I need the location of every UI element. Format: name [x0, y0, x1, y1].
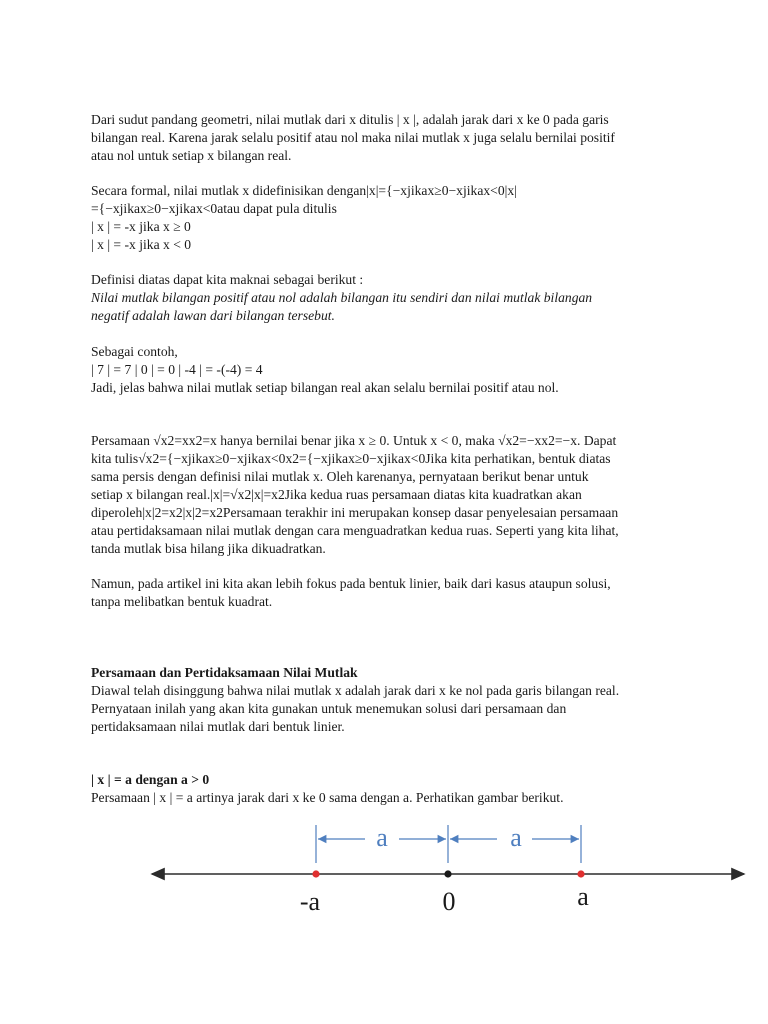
paragraph-line: sama persis dengan definisi nilai mutlak x. Oleh karenanya, pernyataan berikut benar untuk: [91, 469, 589, 484]
paragraph-line: Namun, pada artikel ini kita akan lebih fokus pada bentuk linier, baik dari kasus ataupun solusi,: [91, 576, 611, 591]
paragraph-line: Persamaan √x2=xx2=x hanya bernilai benar jika x ≥ 0. Untuk x < 0, maka √x2=−xx2=−x. Dapat: [91, 433, 617, 448]
paragraph-line: Diawal telah disinggung bahwa nilai mutlak x adalah jarak dari x ke nol pada garis bilangan real.: [91, 683, 620, 698]
subsection-heading: | x | = a dengan a > 0: [91, 772, 210, 787]
paragraph-line: Pernyataan inilah yang akan kita gunakan untuk menemukan solusi dari persamaan dan: [91, 701, 567, 716]
paragraph-line: tanpa melibatkan bentuk kuadrat.: [91, 594, 273, 609]
point-zero: [444, 870, 451, 877]
paragraph-line: ={−xjikax≥0−xjikax<0atau dapat pula ditulis: [91, 201, 337, 216]
paragraph-line: pertidaksamaan nilai mutlak dari bentuk linier.: [91, 719, 345, 734]
paragraph-line: atau pertidaksamaan nilai mutlak dengan cara menguadratkan kedua ruas. Seperti yang kita lihat,: [91, 523, 619, 538]
paragraph-line: bilangan real. Karena jarak selalu positif atau nol maka nilai mutlak x juga selalu bernilai positif: [91, 130, 615, 145]
right-distance-label: a: [510, 823, 522, 852]
section-heading: Persamaan dan Pertidaksamaan Nilai Mutlak: [91, 665, 358, 680]
label-negative-a: -a: [299, 887, 321, 916]
italic-definition-line: Nilai mutlak bilangan positif atau nol adalah bilangan itu sendiri dan nilai mutlak bilangan: [91, 290, 593, 305]
paragraph-line: Persamaan | x | = a artinya jarak dari x ke 0 sama dengan a. Perhatikan gambar berikut.: [91, 790, 564, 805]
paragraph-line: tanda mutlak bisa hilang jika dikuadratkan.: [91, 541, 326, 556]
paragraph-line: setiap x bilangan real.|x|=√x2|x|=x2Jika kedua ruas persamaan diatas kita kuadratkan akan: [91, 487, 582, 502]
left-distance-label: a: [376, 823, 388, 852]
paragraph-line: kita tulis√x2={−xjikax≥0−xjikax<0x2={−xjikax≥0−xjikax<0Jika kita perhatikan, bentuk diatas: [91, 451, 611, 466]
italic-definition-line: negatif adalah lawan dari bilangan tersebut.: [91, 308, 335, 323]
paragraph-line: Dari sudut pandang geometri, nilai mutlak dari x ditulis | x |, adalah jarak dari x ke 0 pada garis: [91, 112, 609, 127]
paragraph-line: Definisi diatas dapat kita maknai sebagai berikut :: [91, 272, 364, 287]
paragraph-line: Sebagai contoh,: [91, 344, 178, 359]
label-positive-a: a: [577, 882, 589, 911]
paragraph-line: | 7 | = 7 | 0 | = 0 | -4 | = -(-4) = 4: [91, 362, 263, 377]
number-line-figure: [0, 815, 768, 925]
paragraph-line: | x | = -x jika x ≥ 0: [91, 219, 191, 234]
label-zero: 0: [442, 887, 456, 916]
paragraph-line: Secara formal, nilai mutlak x didefinisikan dengan|x|={−xjikax≥0−xjikax<0|x|: [91, 183, 517, 198]
paragraph-line: | x | = -x jika x < 0: [91, 237, 192, 252]
number-line-svg: [0, 815, 768, 925]
paragraph-line: Jadi, jelas bahwa nilai mutlak setiap bilangan real akan selalu bernilai positif atau nol.: [91, 380, 559, 395]
paragraph-line: atau nol untuk setiap x bilangan real.: [91, 148, 292, 163]
point-positive-a: [577, 870, 584, 877]
paragraph-line: diperoleh|x|2=x2|x|2=x2Persamaan terakhir ini merupakan konsep dasar penyelesaian persamaan: [91, 505, 619, 520]
point-negative-a: [312, 870, 319, 877]
